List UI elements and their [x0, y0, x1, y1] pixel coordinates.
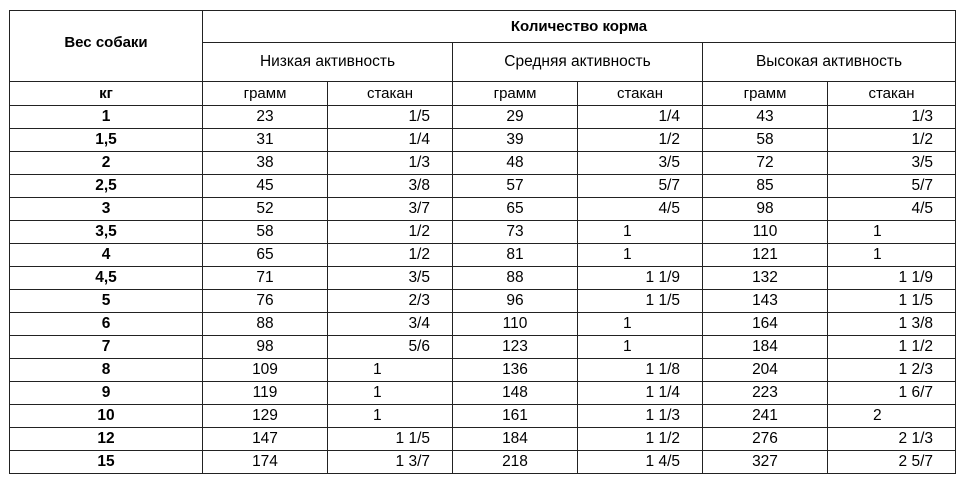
low-cup-cell: 1/4 — [328, 129, 453, 152]
high-gram-cell: 58 — [703, 129, 828, 152]
high-cup-cell: 2 1/3 — [828, 428, 956, 451]
high-cup-cell: 1 1/2 — [828, 336, 956, 359]
low-cup-cell: 1/5 — [328, 106, 453, 129]
high-gram-cell: 276 — [703, 428, 828, 451]
mid-cup-cell: 1 4/5 — [578, 451, 703, 474]
high-cup-cell: 1 — [828, 221, 956, 244]
weight-cell: 6 — [10, 313, 203, 336]
high-cup-cell: 2 5/7 — [828, 451, 956, 474]
high-gram-cell: 121 — [703, 244, 828, 267]
high-gram-cell: 223 — [703, 382, 828, 405]
weight-cell: 1,5 — [10, 129, 203, 152]
mid-gram-cell: 88 — [453, 267, 578, 290]
table-row — [10, 359, 956, 382]
high-gram-cell: 204 — [703, 359, 828, 382]
high-gram-cell: 241 — [703, 405, 828, 428]
low-cup-cell: 1 3/7 — [328, 451, 453, 474]
mid-cup-cell: 1/2 — [578, 129, 703, 152]
table-row — [10, 451, 956, 474]
high-gram-cell: 110 — [703, 221, 828, 244]
table-row — [10, 244, 956, 267]
high-activity-header: Высокая активность — [703, 43, 956, 82]
table-row — [10, 336, 956, 359]
mid-gram-cell: 65 — [453, 198, 578, 221]
mid-cup-cell: 1 1/3 — [578, 405, 703, 428]
high-cup-cell: 4/5 — [828, 198, 956, 221]
table-row — [10, 152, 956, 175]
food-amount-header: Количество корма — [203, 11, 956, 43]
weight-cell: 3,5 — [10, 221, 203, 244]
weight-cell: 2,5 — [10, 175, 203, 198]
mid-cup-cell: 1/4 — [578, 106, 703, 129]
low-cup-cell: 3/4 — [328, 313, 453, 336]
low-cup-cell: 3/7 — [328, 198, 453, 221]
weight-cell: 5 — [10, 290, 203, 313]
mid-gram-cell: 39 — [453, 129, 578, 152]
weight-cell: 7 — [10, 336, 203, 359]
table-row — [10, 129, 956, 152]
low-gram-cell: 76 — [203, 290, 328, 313]
high-cup-cell: 5/7 — [828, 175, 956, 198]
high-cup-cell: 1 1/5 — [828, 290, 956, 313]
table-body — [10, 106, 956, 474]
low-gram-cell: 31 — [203, 129, 328, 152]
high-cup-cell: 3/5 — [828, 152, 956, 175]
low-gram-cell: 38 — [203, 152, 328, 175]
high-cup-cell: 1 1/9 — [828, 267, 956, 290]
high-cup-cell: 1/3 — [828, 106, 956, 129]
header-row-units — [10, 82, 956, 106]
high-gram-cell: 143 — [703, 290, 828, 313]
unit-cup-header: стакан — [578, 82, 703, 106]
table-row — [10, 313, 956, 336]
mid-gram-cell: 48 — [453, 152, 578, 175]
unit-kg-header: кг — [10, 82, 203, 106]
low-cup-cell: 1/2 — [328, 244, 453, 267]
weight-cell: 8 — [10, 359, 203, 382]
mid-gram-cell: 110 — [453, 313, 578, 336]
mid-gram-cell: 123 — [453, 336, 578, 359]
mid-gram-cell: 57 — [453, 175, 578, 198]
weight-cell: 9 — [10, 382, 203, 405]
unit-gram-header: грамм — [203, 82, 328, 106]
mid-gram-cell: 96 — [453, 290, 578, 313]
mid-cup-cell: 1 1/5 — [578, 290, 703, 313]
low-gram-cell: 147 — [203, 428, 328, 451]
weight-cell: 4 — [10, 244, 203, 267]
low-gram-cell: 45 — [203, 175, 328, 198]
table-row — [10, 428, 956, 451]
low-activity-header: Низкая активность — [203, 43, 453, 82]
table-row — [10, 221, 956, 244]
high-gram-cell: 184 — [703, 336, 828, 359]
high-gram-cell: 72 — [703, 152, 828, 175]
high-gram-cell: 164 — [703, 313, 828, 336]
mid-cup-cell: 1 — [578, 221, 703, 244]
high-gram-cell: 132 — [703, 267, 828, 290]
low-gram-cell: 129 — [203, 405, 328, 428]
mid-gram-cell: 148 — [453, 382, 578, 405]
mid-gram-cell: 218 — [453, 451, 578, 474]
mid-cup-cell: 4/5 — [578, 198, 703, 221]
low-cup-cell: 1 1/5 — [328, 428, 453, 451]
low-cup-cell: 5/6 — [328, 336, 453, 359]
low-gram-cell: 52 — [203, 198, 328, 221]
mid-cup-cell: 1 — [578, 244, 703, 267]
low-cup-cell: 1 — [328, 382, 453, 405]
high-cup-cell: 1 3/8 — [828, 313, 956, 336]
medium-activity-header: Средняя активность — [453, 43, 703, 82]
high-cup-cell: 1 — [828, 244, 956, 267]
table-row — [10, 405, 956, 428]
unit-cup-header: стакан — [828, 82, 956, 106]
unit-gram-header: грамм — [453, 82, 578, 106]
dog-weight-header: Вес собаки — [10, 11, 203, 82]
high-cup-cell: 1/2 — [828, 129, 956, 152]
low-gram-cell: 65 — [203, 244, 328, 267]
header-row-title — [10, 11, 956, 43]
table-row — [10, 290, 956, 313]
table-row — [10, 175, 956, 198]
low-gram-cell: 88 — [203, 313, 328, 336]
low-gram-cell: 174 — [203, 451, 328, 474]
low-gram-cell: 58 — [203, 221, 328, 244]
feeding-table — [9, 10, 956, 474]
table-row — [10, 106, 956, 129]
low-gram-cell: 71 — [203, 267, 328, 290]
mid-cup-cell: 3/5 — [578, 152, 703, 175]
low-cup-cell: 1 — [328, 359, 453, 382]
mid-gram-cell: 136 — [453, 359, 578, 382]
low-gram-cell: 109 — [203, 359, 328, 382]
weight-cell: 4,5 — [10, 267, 203, 290]
high-cup-cell: 2 — [828, 405, 956, 428]
high-gram-cell: 85 — [703, 175, 828, 198]
weight-cell: 1 — [10, 106, 203, 129]
mid-cup-cell: 1 — [578, 313, 703, 336]
weight-cell: 15 — [10, 451, 203, 474]
mid-cup-cell: 1 1/4 — [578, 382, 703, 405]
low-cup-cell: 3/5 — [328, 267, 453, 290]
mid-cup-cell: 1 1/9 — [578, 267, 703, 290]
low-gram-cell: 119 — [203, 382, 328, 405]
high-cup-cell: 1 2/3 — [828, 359, 956, 382]
mid-gram-cell: 29 — [453, 106, 578, 129]
low-cup-cell: 1 — [328, 405, 453, 428]
mid-gram-cell: 81 — [453, 244, 578, 267]
weight-cell: 10 — [10, 405, 203, 428]
unit-gram-header: грамм — [703, 82, 828, 106]
mid-gram-cell: 161 — [453, 405, 578, 428]
mid-cup-cell: 5/7 — [578, 175, 703, 198]
mid-cup-cell: 1 1/8 — [578, 359, 703, 382]
high-gram-cell: 43 — [703, 106, 828, 129]
high-cup-cell: 1 6/7 — [828, 382, 956, 405]
high-gram-cell: 98 — [703, 198, 828, 221]
weight-cell: 2 — [10, 152, 203, 175]
low-cup-cell: 2/3 — [328, 290, 453, 313]
low-gram-cell: 23 — [203, 106, 328, 129]
low-gram-cell: 98 — [203, 336, 328, 359]
mid-cup-cell: 1 — [578, 336, 703, 359]
mid-gram-cell: 73 — [453, 221, 578, 244]
high-gram-cell: 327 — [703, 451, 828, 474]
table-row — [10, 382, 956, 405]
low-cup-cell: 3/8 — [328, 175, 453, 198]
unit-cup-header: стакан — [328, 82, 453, 106]
low-cup-cell: 1/3 — [328, 152, 453, 175]
mid-gram-cell: 184 — [453, 428, 578, 451]
table-row — [10, 267, 956, 290]
low-cup-cell: 1/2 — [328, 221, 453, 244]
table-row — [10, 198, 956, 221]
weight-cell: 12 — [10, 428, 203, 451]
weight-cell: 3 — [10, 198, 203, 221]
feeding-table-container — [9, 10, 956, 474]
mid-cup-cell: 1 1/2 — [578, 428, 703, 451]
